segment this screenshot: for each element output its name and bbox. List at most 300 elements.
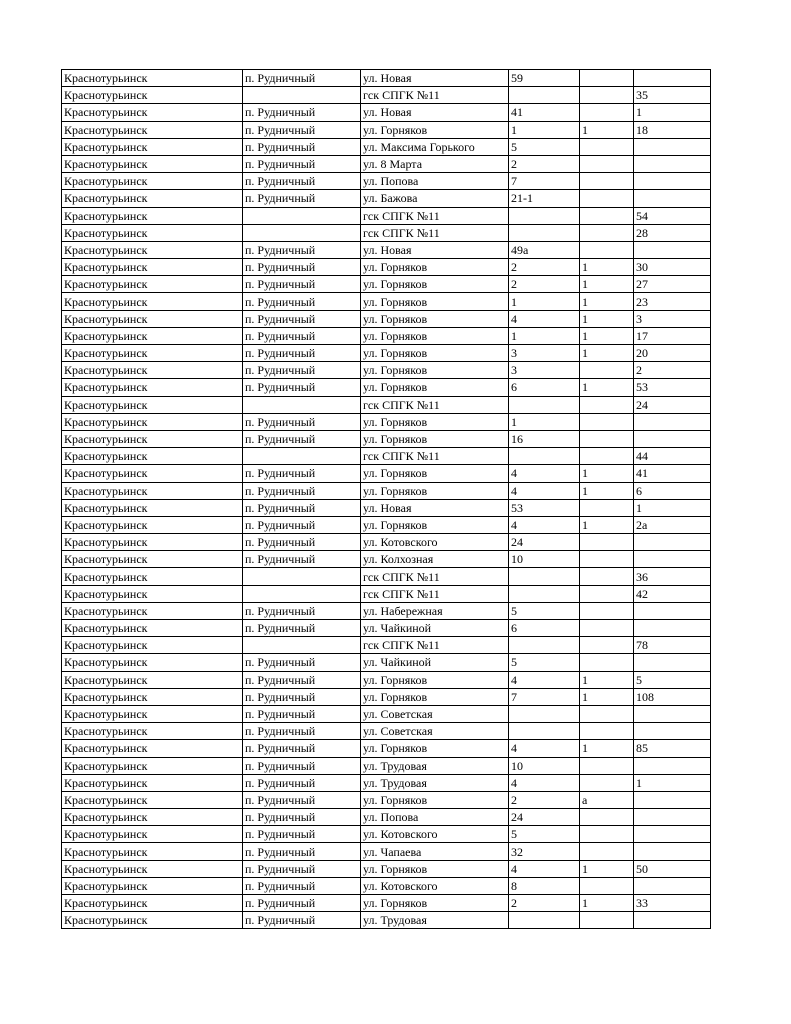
house-cell: 2 [509,791,580,808]
house-cell: 4 [509,860,580,877]
table-row [62,568,711,585]
building-cell: 1 [580,276,634,293]
city-cell: Краснотурьинск [62,912,243,929]
table-row [62,121,711,138]
settlement-cell: п. Рудничный [243,860,361,877]
apartment-cell: 1 [634,104,711,121]
apartment-cell: 35 [634,87,711,104]
apartment-cell [634,723,711,740]
settlement-cell: п. Рудничный [243,774,361,791]
building-cell [580,809,634,826]
house-cell: 24 [509,809,580,826]
apartment-cell: 20 [634,345,711,362]
table-row [62,585,711,602]
apartment-cell [634,705,711,722]
settlement-cell: п. Рудничный [243,534,361,551]
table-row [62,791,711,808]
city-cell: Краснотурьинск [62,774,243,791]
house-cell: 5 [509,654,580,671]
settlement-cell [243,568,361,585]
building-cell [580,430,634,447]
apartment-cell [634,430,711,447]
apartment-cell [634,620,711,637]
building-cell: 1 [580,688,634,705]
table-row [62,259,711,276]
building-cell [580,912,634,929]
table-row [62,654,711,671]
apartment-cell: 18 [634,121,711,138]
building-cell: 1 [580,379,634,396]
settlement-cell: п. Рудничный [243,104,361,121]
city-cell: Краснотурьинск [62,396,243,413]
building-cell [580,757,634,774]
apartment-cell [634,70,711,87]
city-cell: Краснотурьинск [62,637,243,654]
settlement-cell [243,448,361,465]
apartment-cell [634,912,711,929]
house-cell: 7 [509,173,580,190]
street-cell: ул. Горняков [361,688,509,705]
house-cell [509,637,580,654]
house-cell: 8 [509,877,580,894]
apartment-cell [634,413,711,430]
house-cell [509,87,580,104]
table-row [62,499,711,516]
apartment-cell: 28 [634,224,711,241]
table-row [62,190,711,207]
street-cell: гск СПГК №11 [361,87,509,104]
city-cell: Краснотурьинск [62,465,243,482]
street-cell: ул. Котовского [361,826,509,843]
building-cell [580,138,634,155]
settlement-cell: п. Рудничный [243,293,361,310]
house-cell: 32 [509,843,580,860]
table-row [62,155,711,172]
city-cell: Краснотурьинск [62,585,243,602]
table-row [62,207,711,224]
settlement-cell: п. Рудничный [243,826,361,843]
settlement-cell: п. Рудничный [243,757,361,774]
house-cell: 4 [509,740,580,757]
city-cell: Краснотурьинск [62,430,243,447]
street-cell: ул. Горняков [361,413,509,430]
settlement-cell: п. Рудничный [243,740,361,757]
building-cell [580,568,634,585]
table-row [62,671,711,688]
table-row [62,534,711,551]
street-cell: ул. Горняков [361,740,509,757]
settlement-cell: п. Рудничный [243,688,361,705]
apartment-cell: 1 [634,774,711,791]
apartment-cell [634,654,711,671]
settlement-cell [243,224,361,241]
settlement-cell: п. Рудничный [243,671,361,688]
building-cell: 1 [580,259,634,276]
table-row [62,293,711,310]
street-cell: ул. Трудовая [361,757,509,774]
house-cell: 49а [509,241,580,258]
city-cell: Краснотурьинск [62,310,243,327]
house-cell: 3 [509,345,580,362]
city-cell: Краснотурьинск [62,551,243,568]
street-cell: гск СПГК №11 [361,585,509,602]
building-cell: 1 [580,293,634,310]
house-cell: 16 [509,430,580,447]
street-cell: ул. Котовского [361,534,509,551]
house-cell [509,723,580,740]
building-cell: 1 [580,465,634,482]
house-cell: 4 [509,465,580,482]
table-row [62,757,711,774]
building-cell: а [580,791,634,808]
street-cell: ул. Трудовая [361,774,509,791]
house-cell: 53 [509,499,580,516]
city-cell: Краснотурьинск [62,293,243,310]
house-cell [509,224,580,241]
street-cell: ул. Новая [361,104,509,121]
table-row [62,740,711,757]
street-cell: ул. Новая [361,241,509,258]
table-row [62,482,711,499]
settlement-cell: п. Рудничный [243,413,361,430]
street-cell: ул. Котовского [361,877,509,894]
building-cell [580,155,634,172]
building-cell [580,534,634,551]
building-cell [580,173,634,190]
house-cell: 4 [509,671,580,688]
street-cell: ул. Горняков [361,671,509,688]
house-cell: 6 [509,620,580,637]
settlement-cell [243,87,361,104]
apartment-cell: 85 [634,740,711,757]
apartment-cell: 30 [634,259,711,276]
building-cell [580,499,634,516]
street-cell: ул. Чайкиной [361,620,509,637]
street-cell: ул. Горняков [361,259,509,276]
building-cell [580,877,634,894]
house-cell [509,207,580,224]
apartment-cell [634,534,711,551]
settlement-cell: п. Рудничный [243,912,361,929]
street-cell: ул. Горняков [361,516,509,533]
apartment-cell: 50 [634,860,711,877]
house-cell: 10 [509,551,580,568]
building-cell [580,637,634,654]
settlement-cell: п. Рудничный [243,379,361,396]
apartment-cell [634,241,711,258]
city-cell: Краснотурьинск [62,482,243,499]
settlement-cell: п. Рудничный [243,173,361,190]
settlement-cell: п. Рудничный [243,654,361,671]
city-cell: Краснотурьинск [62,173,243,190]
city-cell: Краснотурьинск [62,843,243,860]
city-cell: Краснотурьинск [62,499,243,516]
house-cell [509,705,580,722]
building-cell: 1 [580,121,634,138]
building-cell: 1 [580,345,634,362]
settlement-cell: п. Рудничный [243,620,361,637]
building-cell [580,104,634,121]
building-cell [580,396,634,413]
apartment-cell: 42 [634,585,711,602]
city-cell: Краснотурьинск [62,379,243,396]
settlement-cell: п. Рудничный [243,791,361,808]
street-cell: гск СПГК №11 [361,224,509,241]
apartment-cell: 108 [634,688,711,705]
house-cell: 2 [509,276,580,293]
table-row [62,362,711,379]
city-cell: Краснотурьинск [62,671,243,688]
building-cell [580,241,634,258]
city-cell: Краснотурьинск [62,104,243,121]
building-cell [580,413,634,430]
settlement-cell: п. Рудничный [243,551,361,568]
street-cell: гск СПГК №11 [361,396,509,413]
apartment-cell: 24 [634,396,711,413]
street-cell: ул. Попова [361,809,509,826]
street-cell: ул. Горняков [361,860,509,877]
apartment-cell: 1 [634,499,711,516]
building-cell [580,190,634,207]
table-row [62,276,711,293]
settlement-cell: п. Рудничный [243,516,361,533]
street-cell: ул. Советская [361,723,509,740]
apartment-cell: 44 [634,448,711,465]
table-row [62,138,711,155]
building-cell: 1 [580,327,634,344]
building-cell [580,620,634,637]
table-row [62,327,711,344]
apartment-cell: 54 [634,207,711,224]
table-row [62,173,711,190]
apartment-cell: 53 [634,379,711,396]
apartment-cell [634,826,711,843]
table-row [62,723,711,740]
street-cell: ул. Новая [361,499,509,516]
city-cell: Краснотурьинск [62,259,243,276]
table-row [62,774,711,791]
city-cell: Краснотурьинск [62,602,243,619]
house-cell: 1 [509,327,580,344]
settlement-cell: п. Рудничный [243,877,361,894]
building-cell [580,654,634,671]
city-cell: Краснотурьинск [62,70,243,87]
street-cell: ул. Чайкиной [361,654,509,671]
settlement-cell: п. Рудничный [243,155,361,172]
settlement-cell: п. Рудничный [243,259,361,276]
house-cell: 2 [509,895,580,912]
city-cell: Краснотурьинск [62,620,243,637]
table-row [62,430,711,447]
house-cell: 5 [509,138,580,155]
settlement-cell: п. Рудничный [243,895,361,912]
city-cell: Краснотурьинск [62,826,243,843]
settlement-cell [243,207,361,224]
apartment-cell: 33 [634,895,711,912]
apartment-cell [634,757,711,774]
table-row [62,104,711,121]
table-row [62,705,711,722]
house-cell: 24 [509,534,580,551]
table-row [62,70,711,87]
house-cell: 4 [509,516,580,533]
apartment-cell: 3 [634,310,711,327]
table-row [62,551,711,568]
city-cell: Краснотурьинск [62,516,243,533]
city-cell: Краснотурьинск [62,688,243,705]
settlement-cell: п. Рудничный [243,843,361,860]
building-cell [580,723,634,740]
house-cell: 6 [509,379,580,396]
city-cell: Краснотурьинск [62,155,243,172]
settlement-cell: п. Рудничный [243,499,361,516]
table-row [62,379,711,396]
house-cell: 4 [509,482,580,499]
apartment-cell [634,843,711,860]
table-row [62,224,711,241]
street-cell: ул. Чапаева [361,843,509,860]
street-cell: ул. Новая [361,70,509,87]
settlement-cell: п. Рудничный [243,602,361,619]
building-cell: 1 [580,482,634,499]
building-cell [580,602,634,619]
building-cell [580,585,634,602]
street-cell: ул. Горняков [361,345,509,362]
street-cell: ул. Набережная [361,602,509,619]
table-row [62,413,711,430]
street-cell: ул. Горняков [361,276,509,293]
building-cell [580,826,634,843]
city-cell: Краснотурьинск [62,448,243,465]
street-cell: гск СПГК №11 [361,448,509,465]
table-row [62,87,711,104]
table-row [62,345,711,362]
settlement-cell: п. Рудничный [243,327,361,344]
building-cell: 1 [580,860,634,877]
apartment-cell [634,173,711,190]
street-cell: ул. Горняков [361,482,509,499]
settlement-cell: п. Рудничный [243,241,361,258]
apartment-cell [634,138,711,155]
street-cell: ул. Попова [361,173,509,190]
street-cell: ул. Горняков [361,362,509,379]
house-cell: 2 [509,155,580,172]
city-cell: Краснотурьинск [62,276,243,293]
building-cell [580,87,634,104]
settlement-cell [243,637,361,654]
building-cell: 1 [580,516,634,533]
building-cell [580,705,634,722]
house-cell [509,396,580,413]
house-cell: 4 [509,310,580,327]
street-cell: ул. Горняков [361,379,509,396]
city-cell: Краснотурьинск [62,190,243,207]
building-cell [580,448,634,465]
table-row [62,895,711,912]
apartment-cell: 41 [634,465,711,482]
street-cell: ул. Трудовая [361,912,509,929]
apartment-cell: 6 [634,482,711,499]
city-cell: Краснотурьинск [62,207,243,224]
table-row [62,602,711,619]
settlement-cell: п. Рудничный [243,190,361,207]
street-cell: ул. Колхозная [361,551,509,568]
street-cell: ул. Горняков [361,430,509,447]
settlement-cell: п. Рудничный [243,70,361,87]
settlement-cell: п. Рудничный [243,121,361,138]
street-cell: ул. Горняков [361,121,509,138]
table-row [62,465,711,482]
city-cell: Краснотурьинск [62,723,243,740]
house-cell: 1 [509,293,580,310]
settlement-cell: п. Рудничный [243,276,361,293]
house-cell [509,448,580,465]
settlement-cell: п. Рудничный [243,362,361,379]
city-cell: Краснотурьинск [62,241,243,258]
house-cell: 3 [509,362,580,379]
street-cell: гск СПГК №11 [361,637,509,654]
building-cell [580,843,634,860]
settlement-cell: п. Рудничный [243,310,361,327]
street-cell: ул. Максима Горького [361,138,509,155]
city-cell: Краснотурьинск [62,87,243,104]
building-cell [580,362,634,379]
apartment-cell: 2а [634,516,711,533]
apartment-cell: 23 [634,293,711,310]
apartment-cell: 78 [634,637,711,654]
building-cell: 1 [580,740,634,757]
table-row [62,620,711,637]
table-body [62,70,711,929]
city-cell: Краснотурьинск [62,413,243,430]
city-cell: Краснотурьинск [62,791,243,808]
city-cell: Краснотурьинск [62,740,243,757]
city-cell: Краснотурьинск [62,654,243,671]
city-cell: Краснотурьинск [62,224,243,241]
city-cell: Краснотурьинск [62,345,243,362]
city-cell: Краснотурьинск [62,138,243,155]
city-cell: Краснотурьинск [62,809,243,826]
building-cell: 1 [580,310,634,327]
house-cell: 59 [509,70,580,87]
apartment-cell [634,551,711,568]
table-row [62,843,711,860]
building-cell [580,207,634,224]
table-row [62,688,711,705]
house-cell: 10 [509,757,580,774]
city-cell: Краснотурьинск [62,568,243,585]
house-cell: 7 [509,688,580,705]
table-row [62,877,711,894]
address-table [61,69,711,929]
settlement-cell [243,396,361,413]
street-cell: ул. Горняков [361,465,509,482]
house-cell [509,585,580,602]
apartment-cell: 36 [634,568,711,585]
settlement-cell: п. Рудничный [243,138,361,155]
city-cell: Краснотурьинск [62,757,243,774]
table-row [62,826,711,843]
building-cell: 1 [580,895,634,912]
house-cell [509,912,580,929]
street-cell: ул. Бажова [361,190,509,207]
city-cell: Краснотурьинск [62,877,243,894]
city-cell: Краснотурьинск [62,895,243,912]
apartment-cell [634,791,711,808]
table-row [62,516,711,533]
apartment-cell: 17 [634,327,711,344]
apartment-cell [634,190,711,207]
